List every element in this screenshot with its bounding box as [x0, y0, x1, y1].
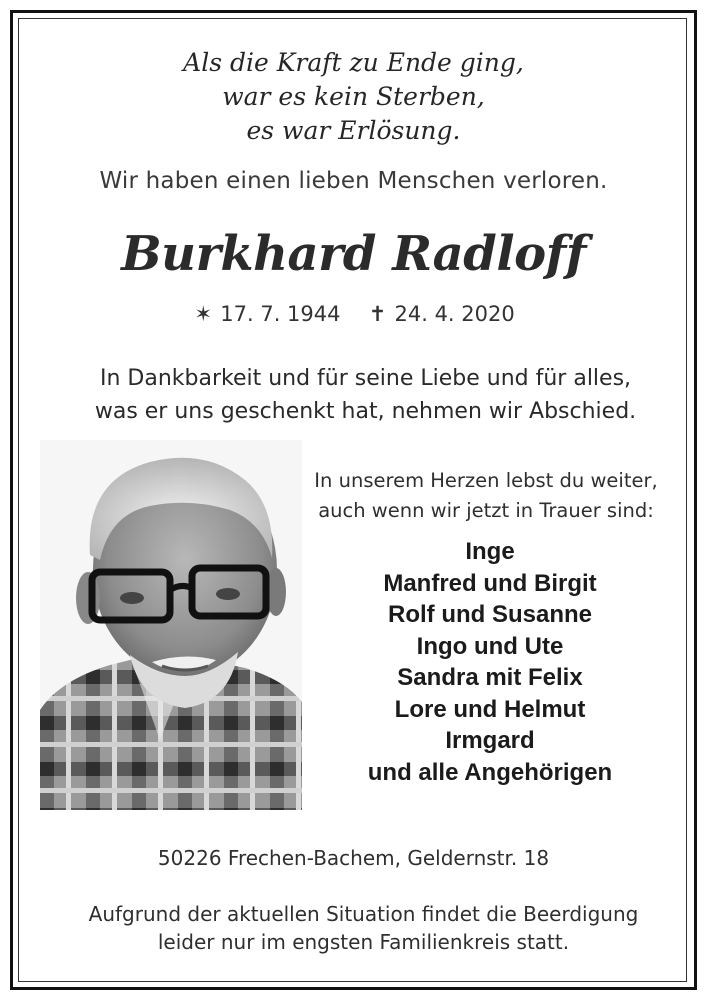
- death-cross-icon: ✝: [368, 302, 387, 326]
- heart-text: [300, 466, 672, 526]
- portrait-photo: [40, 440, 302, 810]
- birth-date: 17. 7. 1944: [220, 302, 341, 326]
- mourners-list: [300, 536, 680, 788]
- thanks-line: was er uns geschenkt hat, nehmen wir Abschied.: [94, 399, 637, 424]
- mourner-name: Ingo und Ute: [416, 632, 564, 660]
- mourner-name: Irmgard: [445, 727, 535, 754]
- death-date: 24. 4. 2020: [394, 302, 515, 326]
- portrait-illustration: [40, 440, 302, 810]
- mourner-name: Sandra mit Felix: [397, 664, 583, 691]
- deceased-name: Burkhard Radloff: [121, 226, 586, 282]
- mourner-name: Rolf und Susanne: [388, 601, 592, 628]
- life-dates: [0, 302, 707, 326]
- note-line: Aufgrund der aktuellen Situation findet die Beerdigung: [88, 902, 639, 926]
- heart-line: auch wenn wir jetzt in Trauer sind:: [318, 499, 654, 522]
- motto-line: es war Erlösung.: [246, 116, 461, 145]
- intro-text: Wir haben einen lieben Menschen verloren.: [99, 168, 608, 194]
- thanks-text: [0, 362, 707, 428]
- thanks-line: In Dankbarkeit und für seine Liebe und für alles,: [99, 366, 632, 391]
- motto-verse: [0, 46, 707, 148]
- heart-line: In unserem Herzen lebst du weiter,: [314, 469, 658, 492]
- mourner-name: Inge: [465, 538, 515, 565]
- birth-star-icon: ✶: [194, 302, 213, 326]
- funeral-note: [0, 900, 707, 956]
- mourner-name: Manfred und Birgit: [383, 569, 597, 597]
- mourner-name: und alle Angehörigen: [367, 758, 613, 786]
- mourner-name: Lore und Helmut: [394, 695, 586, 723]
- motto-line: Als die Kraft zu Ende ging,: [183, 48, 524, 77]
- family-address: 50226 Frechen-Bachem, Geldernstr. 18: [157, 846, 550, 870]
- motto-line: war es kein Sterben,: [222, 82, 485, 111]
- note-line: leider nur im engsten Familienkreis statt.: [157, 930, 570, 954]
